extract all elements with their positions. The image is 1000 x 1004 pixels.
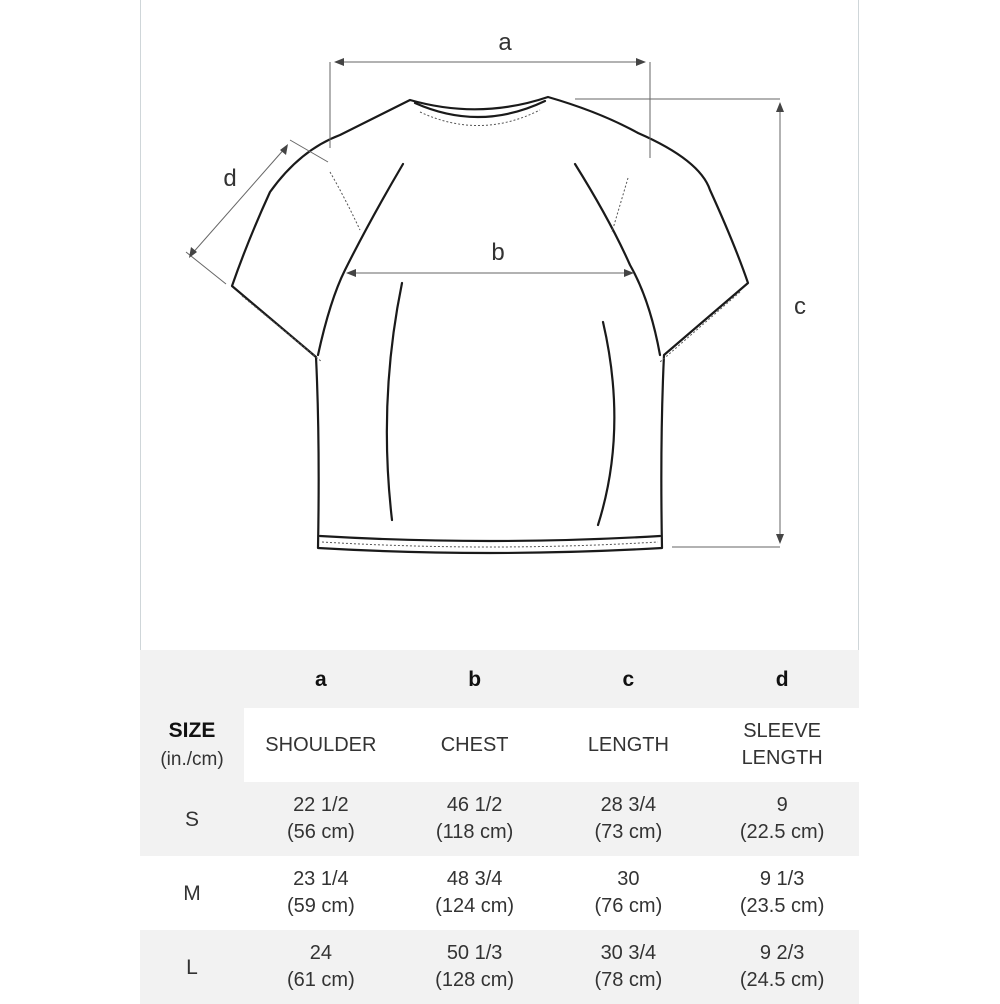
letter-d: d	[705, 650, 859, 708]
size-label-s: S	[140, 782, 244, 856]
right-side-curve	[598, 322, 614, 525]
header-sleeve-length	[705, 708, 859, 782]
size-header-cell	[140, 708, 244, 782]
table-cell	[244, 856, 398, 930]
cell-inch: 28 3/4	[600, 794, 657, 816]
cell-inch: 9 2/3	[759, 942, 805, 964]
table-cell	[705, 782, 859, 856]
cell-cm: (78 cm)	[594, 969, 663, 991]
arrow-b-head-left	[346, 269, 356, 277]
table-cell	[705, 856, 859, 930]
tshirt-outline	[232, 97, 748, 553]
measure-guides	[186, 62, 780, 547]
cell-inch: 30 3/4	[600, 942, 657, 964]
cell-cm: (22.5 cm)	[739, 821, 825, 843]
arrow-c-head-bottom	[776, 534, 784, 544]
cell-cm: (76 cm)	[594, 895, 663, 917]
guide-d-bottom	[186, 252, 226, 284]
cell-inch: 9 1/3	[759, 868, 805, 890]
cell-cm: (124 cm)	[435, 895, 515, 917]
right-raglan-seam	[575, 164, 660, 355]
cell-inch: 46 1/2	[446, 794, 503, 816]
table-row	[140, 930, 859, 1004]
left-shoulder-stitch	[330, 172, 360, 230]
cell-cm: (73 cm)	[594, 821, 663, 843]
letter-c: c	[552, 650, 706, 708]
arrow-a-head-left	[334, 58, 344, 66]
right-cuff-stitch	[660, 292, 740, 362]
cell-cm: (24.5 cm)	[739, 969, 825, 991]
left-side-curve	[387, 283, 402, 520]
table-cell	[552, 782, 706, 856]
table-cell	[244, 930, 398, 1004]
cell-cm: (128 cm)	[435, 969, 515, 991]
header-sleeve-line2: LENGTH	[741, 747, 823, 769]
letter-a: a	[244, 650, 398, 708]
arrow-d-head-bottom	[189, 247, 197, 258]
cell-inch: 30	[617, 868, 640, 890]
table-cell	[398, 930, 552, 1004]
header-shoulder	[244, 708, 398, 782]
left-raglan-seam	[318, 164, 403, 355]
arrow-a-head-right	[636, 58, 646, 66]
table-cell	[705, 930, 859, 1004]
header-sleeve-line1: SLEEVE	[743, 720, 822, 742]
header-chest	[398, 708, 552, 782]
size-label-l: L	[140, 930, 244, 1004]
cell-inch: 50 1/3	[446, 942, 503, 964]
corner-cell	[140, 650, 244, 708]
label-a: a	[498, 29, 512, 56]
table-cell	[244, 782, 398, 856]
cell-cm: (56 cm)	[286, 821, 355, 843]
arrow-d	[191, 147, 286, 255]
table-cell	[552, 856, 706, 930]
table-cell	[552, 930, 706, 1004]
shirt-body-outline	[232, 97, 748, 553]
table-cell	[398, 782, 552, 856]
hem-stitch	[322, 542, 658, 547]
size-header-word: SIZE	[168, 719, 216, 742]
cell-inch: 9	[776, 794, 788, 816]
arrow-c-head-top	[776, 102, 784, 112]
table-cell	[398, 856, 552, 930]
hem-line	[320, 536, 660, 541]
arrow-d-head-top	[280, 144, 288, 155]
cell-cm: (59 cm)	[286, 895, 355, 917]
header-length-text: LENGTH	[587, 733, 669, 756]
size-label-m: M	[183, 881, 201, 905]
cell-inch: 22 1/2	[293, 794, 349, 816]
label-c: c	[794, 293, 806, 320]
cell-cm: (23.5 cm)	[739, 895, 825, 917]
label-d: d	[223, 165, 237, 192]
letter-b: b	[398, 650, 552, 708]
measure-letter-row	[140, 650, 859, 708]
size-header-unit: (in./cm)	[160, 749, 224, 770]
stitch-lines	[242, 110, 740, 547]
cell-inch: 48 3/4	[446, 868, 503, 890]
measure-name-row	[140, 708, 859, 782]
size-chart-table	[140, 650, 859, 1004]
cell-inch: 24	[309, 942, 332, 964]
cell-cm: (61 cm)	[286, 969, 355, 991]
header-length	[552, 708, 706, 782]
arrow-heads	[189, 58, 784, 544]
cell-inch: 23 1/4	[293, 868, 349, 890]
table-row	[140, 856, 859, 930]
cell-cm: (118 cm)	[435, 821, 514, 843]
header-chest-text: CHEST	[440, 733, 509, 756]
header-shoulder-text: SHOULDER	[265, 733, 377, 756]
table-row	[140, 782, 859, 856]
label-b: b	[491, 239, 505, 266]
right-shoulder-stitch	[612, 178, 628, 232]
